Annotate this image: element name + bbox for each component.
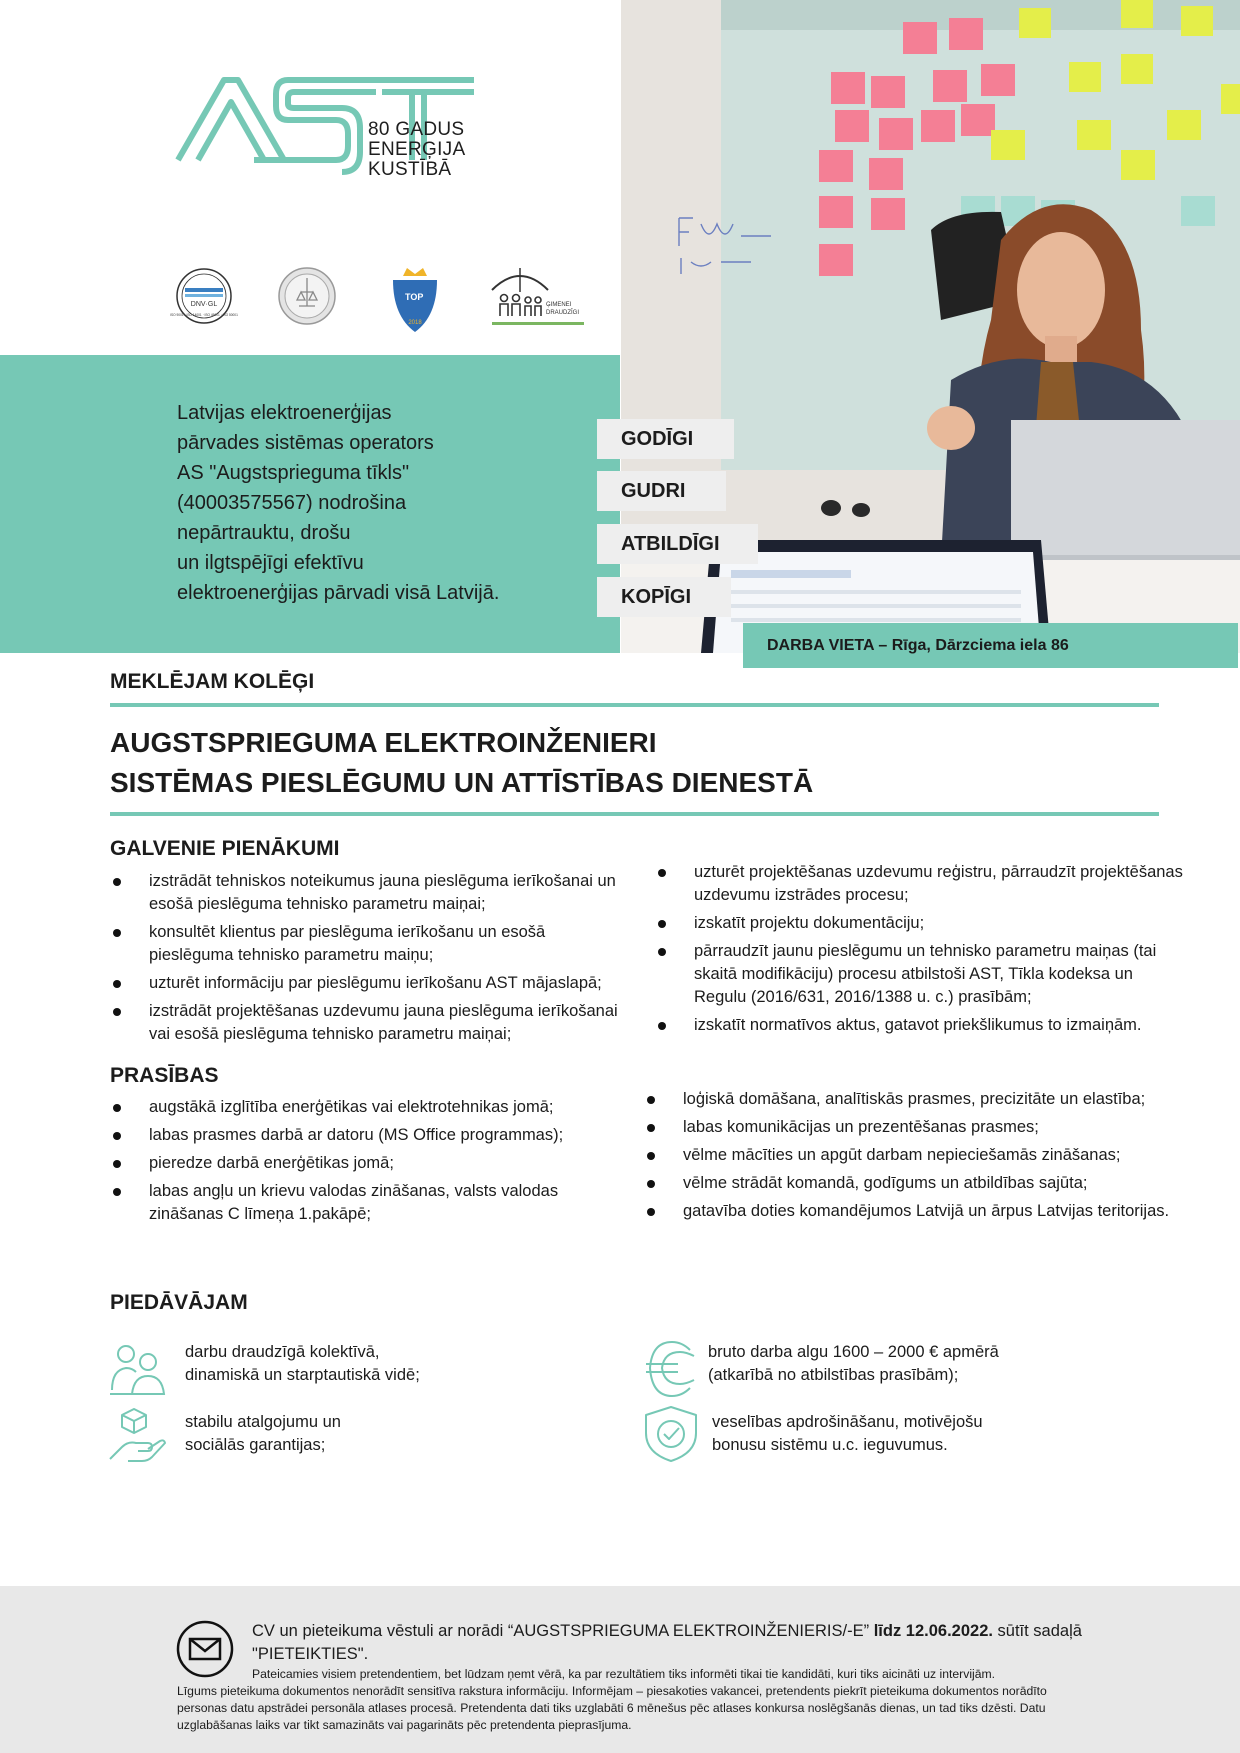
list-item: labas angļu un krievu valodas zināšanas, valsts valodas zināšanas C līmeņa 1.pakāpē; bbox=[111, 1180, 631, 1226]
svg-text:ISO 9001 · ISO 14001 · ISO 450: ISO 9001 · ISO 14001 · ISO 45001 · ISO 50001 bbox=[170, 313, 238, 317]
list-item: izskatīt projektu dokumentāciju; bbox=[656, 912, 1186, 935]
list-item: labas prasmes darbā ar datoru (MS Office programmas); bbox=[111, 1124, 631, 1147]
seal-icon bbox=[277, 266, 337, 326]
list-item: uzturēt informāciju par pieslēgumu ierīkošanu AST mājaslapā; bbox=[111, 972, 631, 995]
list-item: labas komunikācijas un prezentēšanas prasmes; bbox=[645, 1116, 1185, 1139]
hand-box-icon bbox=[108, 1405, 166, 1463]
svg-text:TOP: TOP bbox=[405, 292, 424, 302]
duties-list-left bbox=[111, 870, 631, 1051]
privacy-notice: Pateicamies visiem pretendentiem, bet lūdzam ņemt vērā, ka par rezultātiem tiks informēti tikai tie kandidāti, kuri tiks aicināti uz intervijām. Līgums pieteikuma dokumentos nenorādīt sensitīva rakstura informāciju. Informējam – piesakoties vakancei, pretendents piekrīt pieteikuma dokumentos norādīto personas datu apstrādei personāla atlases procesā. Pretendenta dati tiks uzglabāti 6 mēnešus pēc atlases konkursa noslēgšanās dienas, un tad tiks dzēsti. Datu uzglabāšanas laiks var tikt samazināts vai pagarināts pēc pretendenta pieprasījuma. bbox=[177, 1667, 1047, 1732]
value-atbildigi: ATBILDĪGI bbox=[597, 524, 758, 564]
shield-check-icon bbox=[642, 1405, 700, 1463]
value-gudri: GUDRI bbox=[597, 471, 726, 511]
value-godigi: GODĪGI bbox=[597, 419, 734, 459]
logo-tagline: 80 GADUS ENERĢIJA KUSTĪBĀ bbox=[368, 119, 466, 180]
duties-heading: GALVENIE PIENĀKUMI bbox=[110, 837, 340, 860]
value-kopigi: KOPĪGI bbox=[597, 577, 731, 617]
list-item: izstrādāt tehniskos noteikumus jauna pieslēguma ierīkošanai un esošā pieslēguma tehnisko parametru maiņai; bbox=[111, 870, 631, 916]
people-icon bbox=[108, 1340, 166, 1398]
list-item: konsultēt klientus par pieslēguma ierīkošanu un esošā pieslēguma tehnisko parametru maiņu; bbox=[111, 921, 631, 967]
divider bbox=[110, 812, 1159, 816]
list-item: pieredze darbā enerģētikas jomā; bbox=[111, 1152, 631, 1175]
list-item: pārraudzīt jaunu pieslēgumu un tehnisko parametru maiņas (tai skaitā modifikāciju) procesu atbilstoši AST, Tīkla kodeksa un Regulu (2016/631, 2016/1388 u. c.) prasībām; bbox=[656, 940, 1186, 1009]
list-item: izstrādāt projektēšanas uzdevumu jauna pieslēguma ierīkošanai vai esošā pieslēguma tehnisko parametru maiņai; bbox=[111, 1000, 631, 1046]
dnv-gl-certificate-icon bbox=[170, 266, 238, 328]
workplace-banner: DARBA VIETA – Rīga, Dārzciema iela 86 bbox=[743, 623, 1238, 668]
list-item: uzturēt projektēšanas uzdevumu reģistru, pārraudzīt projektēšanas uzdevumu izstrādes procesu; bbox=[656, 861, 1186, 907]
offer-team: darbu draudzīgā kolektīvā, dinamiskā un starptautiskā vidē; bbox=[185, 1343, 420, 1384]
job-title bbox=[110, 723, 813, 803]
svg-text:2018: 2018 bbox=[408, 320, 422, 326]
requirements-list-right bbox=[645, 1088, 1185, 1228]
svg-text:ĢIMENEI: ĢIMENEI bbox=[546, 302, 572, 308]
list-item: vēlme strādāt komandā, godīgums un atbildības sajūta; bbox=[645, 1172, 1185, 1195]
duties-list-right bbox=[656, 861, 1186, 1042]
company-intro: Latvijas elektroenerģijas pārvades sistēmas operators AS "Augstsprieguma tīkls" (40003575567) nodrošina nepārtrauktu, drošu un ilgtspējīgi efektīvu elektroenerģijas pārvadi visā Latvijā. bbox=[177, 402, 500, 604]
offer-salary: bruto darba algu 1600 – 2000 € apmērā (atkarībā no atbilstības prasībām); bbox=[708, 1343, 999, 1384]
list-item: gatavība doties komandējumos Latvijā un ārpus Latvijas teritorijas. bbox=[645, 1200, 1185, 1223]
requirements-list-left bbox=[111, 1096, 631, 1231]
list-item: izskatīt normatīvos aktus, gatavot priekšlikumus to izmaiņām. bbox=[656, 1014, 1186, 1037]
svg-text:DRAUDZĪGI: DRAUDZĪGI bbox=[546, 310, 579, 316]
euro-icon bbox=[642, 1340, 700, 1398]
family-friendly-icon bbox=[490, 266, 586, 328]
offer-stable-pay: stabilu atalgojumu un sociālās garantijas; bbox=[185, 1413, 341, 1454]
list-item: augstākā izglītība enerģētikas vai elektrotehnikas jomā; bbox=[111, 1096, 631, 1119]
list-item: loģiskā domāšana, analītiskās prasmes, precizitāte un elastība; bbox=[645, 1088, 1185, 1111]
job-title-line2: SISTĒMAS PIESLĒGUMU UN ATTĪSTĪBAS DIENESTĀ bbox=[110, 767, 814, 798]
offer-insurance: veselības apdrošināšanu, motivējošu bonusu sistēmu u.c. ieguvumus. bbox=[712, 1413, 983, 1454]
list-item: vēlme mācīties un apgūt darbam nepieciešamās zināšanas; bbox=[645, 1144, 1185, 1167]
svg-text:DNV·GL: DNV·GL bbox=[190, 301, 218, 308]
offer-heading: PIEDĀVĀJAM bbox=[110, 1291, 248, 1314]
top-employer-icon bbox=[385, 266, 445, 334]
application-instructions: CV un pieteikuma vēstuli ar norādi “AUGSTSPRIEGUMA ELEKTROINŽENIERIS/-E” līdz 12.06.2022. sūtīt sadaļā "PIETEIKTIES". bbox=[252, 1622, 1082, 1663]
seeking-heading: MEKLĒJAM KOLĒĢI bbox=[110, 670, 315, 693]
divider bbox=[110, 703, 1159, 707]
job-title-line1: AUGSTSPRIEGUMA ELEKTROINŽENIERI bbox=[110, 727, 657, 758]
requirements-heading: PRASĪBAS bbox=[110, 1064, 219, 1087]
